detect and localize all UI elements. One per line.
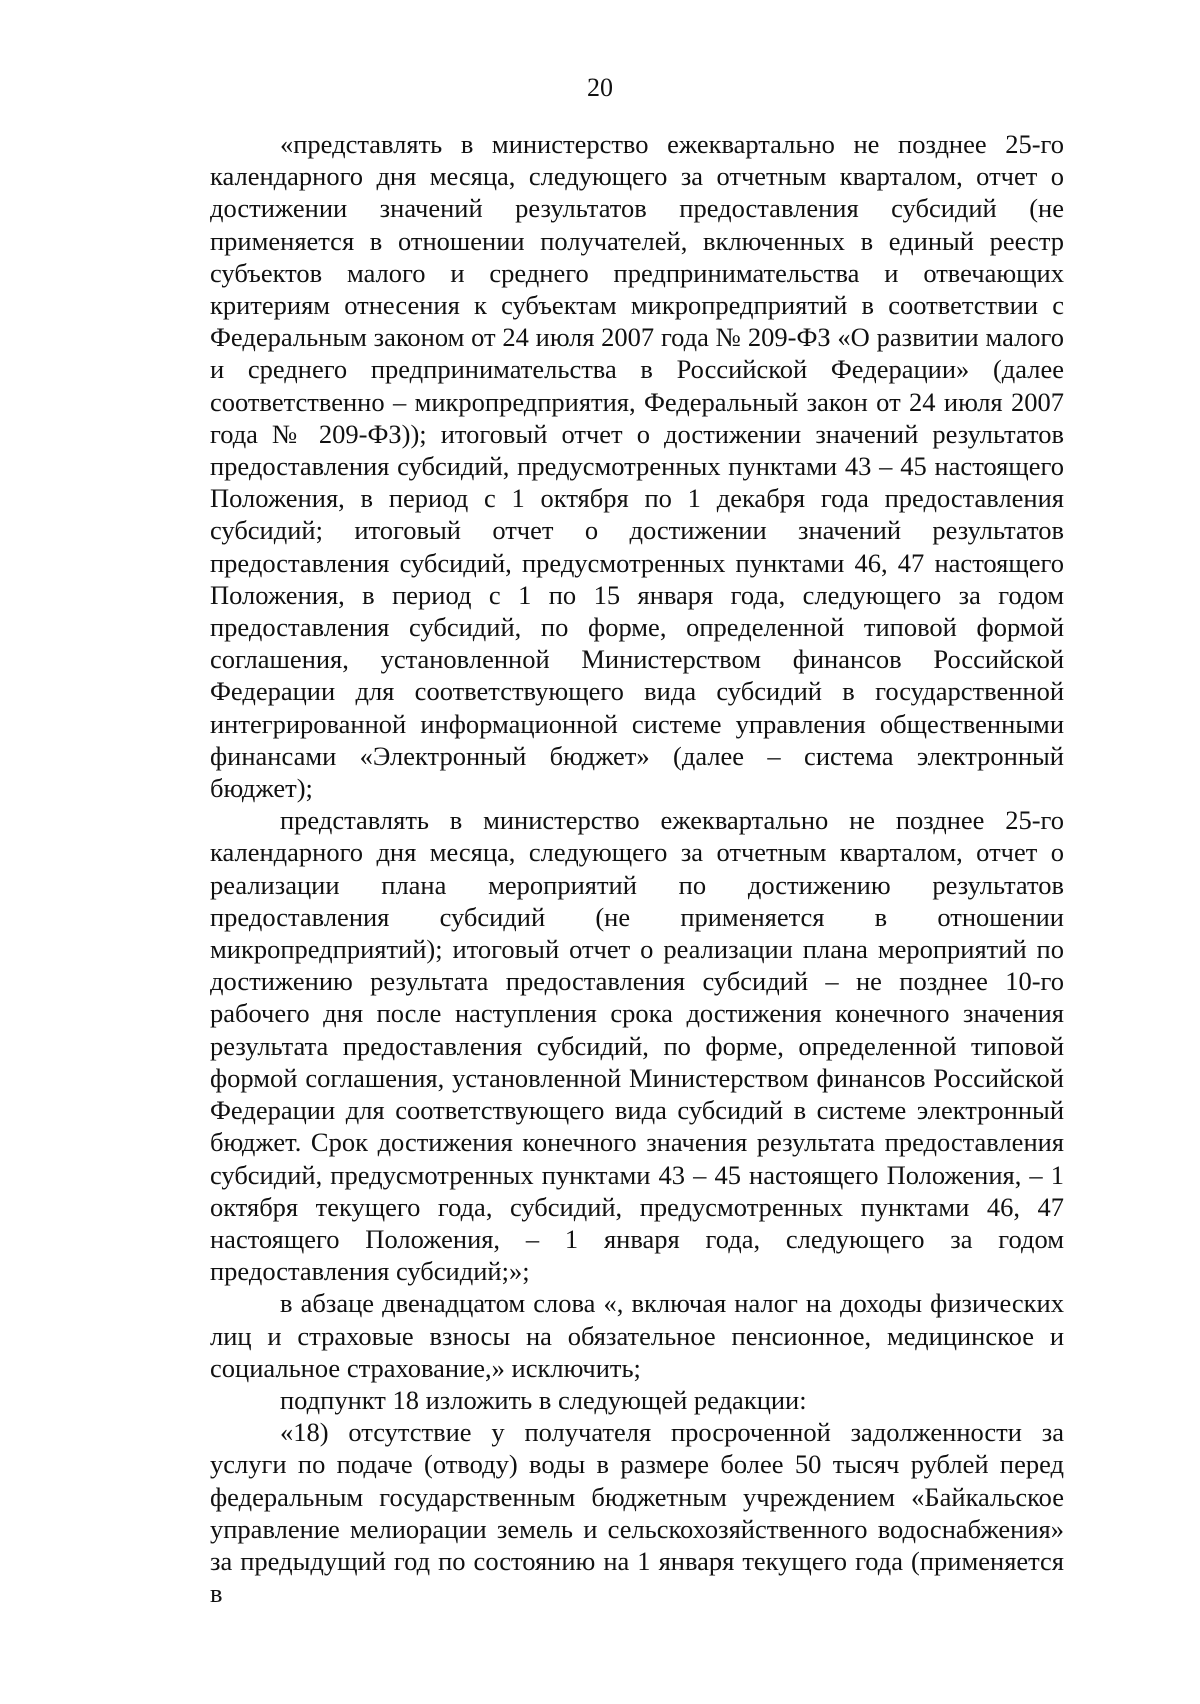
paragraph-subpoint-18-intro: подпункт 18 изложить в следующей редакции: [280,1384,807,1415]
paragraph-subpoint-18-text: «18) отсутствие у получателя просроченной задолженности за услуги по подаче (отводу) воды в размере более 50 тысяч рублей перед федеральным государственным бюджетным учреждением «Байкальское управление мелиорации земель и сельскохозяйственного водоснабжения» за предыдущий год по состоянию на 1 января текущего года (применяется в [210,1417,1064,1609]
page-number: 20 [587,73,613,102]
paragraph-report-results: «представлять в министерство ежеквартально не позднее 25-го календарного дня месяца, следующего за отчетным кварталом, отчет о достижении значений результатов предоставления субсидий (не применяется в отношении получателей, включенных в единый реестр субъектов малого и среднего предпринимательства и отвечающих критериям отнесения к субъектам микропредприятий в соответствии с Федеральным законом от 24 июля 2007 года № 209-ФЗ «О развитии малого и среднего предпринимательства в Российской Федерации» (далее соответственно – микропредприятия, Федеральный закон от 24 июля 2007 года № 209-ФЗ)); итоговый отчет о достижении значений результатов предоставления субсидий, предусмотренных пунктами 43 – 45 настоящего Положения, в период с 1 октября по 1 декабря года предоставления субсидий; итоговый отчет о достижении значений результатов предоставления субсидий, предусмотренных пунктами 46, 47 настоящего Положения, в период с 1 по 15 января года, следующего за годом предоставления субсидий, по форме, определенной типовой формой соглашения, установленной Министерством финансов Российской Федерации для соответствующего вида субсидий в государственной интегрированной информационной системе управления общественными финансами «Электронный бюджет» (далее – система электронный бюджет); [210,129,1064,804]
document-body [210,128,1064,1609]
paragraph-twelfth-abzac: в абзаце двенадцатом слова «, включая налог на доходы физических лиц и страховые взносы на обязательное пенсионное, медицинское и социальное страхование,» исключить; [210,1288,1064,1383]
paragraph-report-plan: представлять в министерство ежеквартально не позднее 25-го календарного дня месяца, следующего за отчетным кварталом, отчет о реализации плана мероприятий по достижению результатов предоставления субсидий (не применяется в отношении микропредприятий); итоговый отчет о реализации плана мероприятий по достижению результата предоставления субсидий – не позднее 10-го рабочего дня после наступления срока достижения конечного значения результата предоставления субсидий, по форме, определенной типовой формой соглашения, установленной Министерством финансов Российской Федерации для соответствующего вида субсидий в системе электронный бюджет. Срок достижения конечного значения результата предоставления субсидий, предусмотренных пунктами 43 – 45 настоящего Положения, – 1 октября текущего года, субсидий, предусмотренных пунктами 46, 47 настоящего Положения, – 1 января года, следующего за годом предоставления субсидий;»; [210,805,1064,1287]
